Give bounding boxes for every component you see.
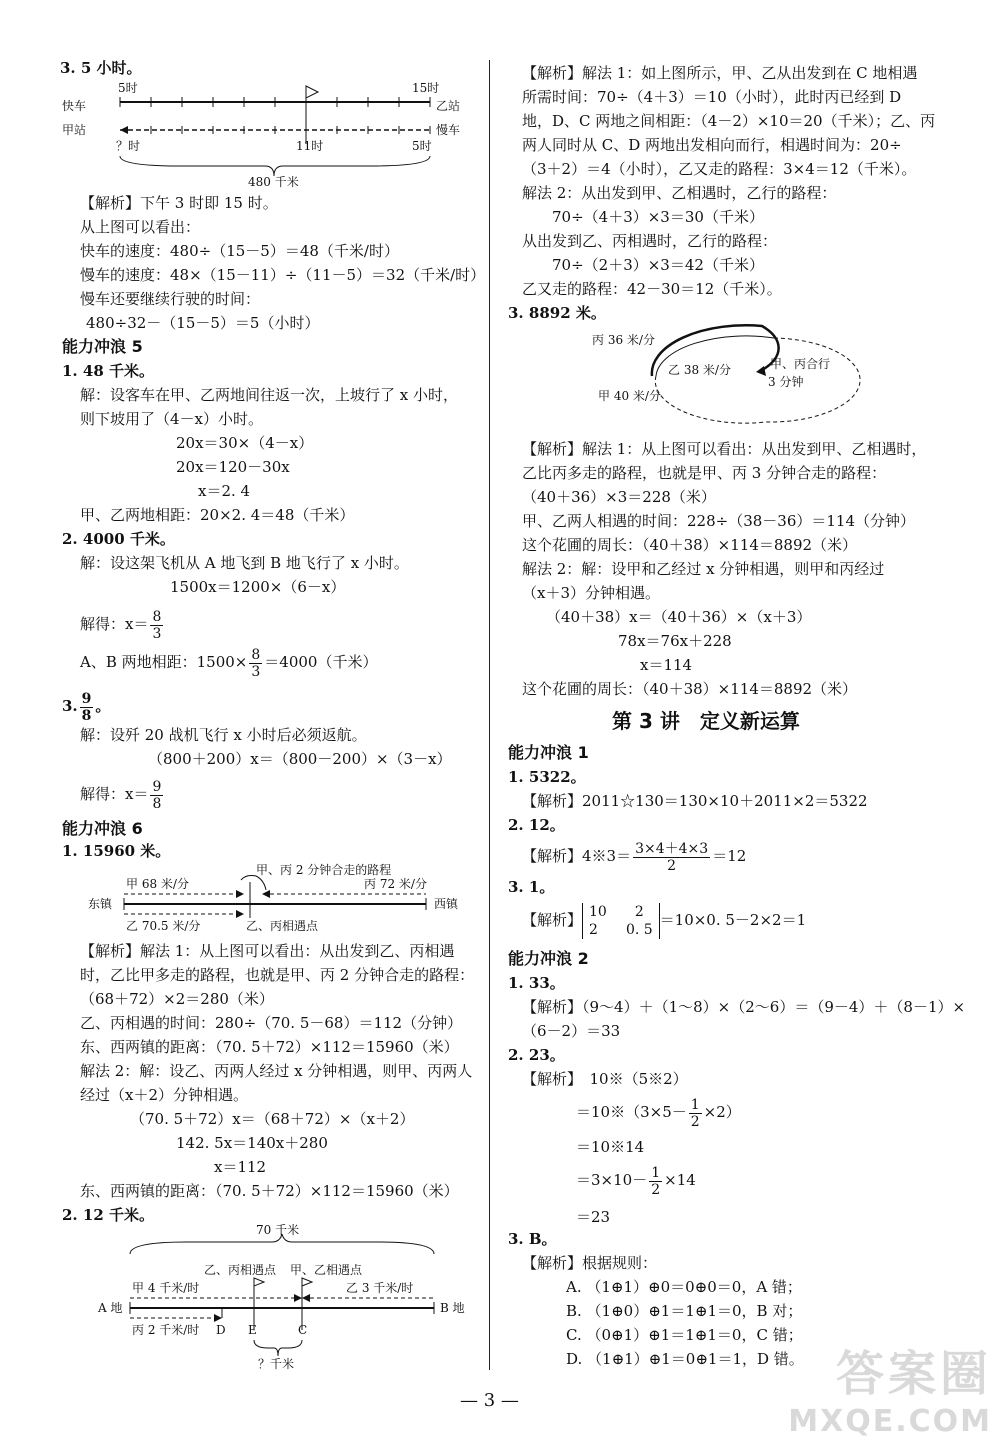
r-s2-15: C. （0⊕1）⊕1＝1⊕1＝0，C 错；	[566, 1326, 803, 1344]
r-s2-13: A. （1⊕1）⊕0＝0⊕0＝0，A 错；	[566, 1278, 802, 1296]
section-5-heading: 能力冲浪 5	[62, 337, 143, 356]
s5-q1-2: 则下坡用了（4－x）小时。	[80, 410, 264, 428]
s5-q2-solve-label: 解得：x＝	[80, 615, 149, 633]
r-s2-14: B. （1⊕0）⊕1＝1⊕1＝0，B 对；	[566, 1302, 803, 1320]
label-q-hour: ？时	[116, 139, 141, 153]
r-s2-8-row	[576, 1160, 696, 1200]
fraction-9-8: $\frac{9}{8}$	[152, 778, 162, 812]
r-s2-5-row	[576, 1092, 741, 1132]
label-jia-bing-2min: 甲、丙 2 分钟合走的路程	[256, 863, 392, 877]
r1-9: 乙又走的路程：42－30＝12（千米）。	[522, 280, 782, 298]
s6-q2-header: 2. 12 千米。	[62, 1206, 154, 1224]
q3-analysis-1: 【解析】下午 3 时即 15 时。	[80, 194, 278, 212]
chapter-title: 第 3 讲 定义新运算	[612, 709, 800, 733]
r-section-2-heading: 能力冲浪 2	[508, 949, 589, 968]
r-s1-0: 1. 5322。	[508, 768, 586, 786]
s5-q1-3: 20x＝30×（4－x）	[176, 434, 314, 452]
s5-q3-2: 解：设歼 20 战机飞行 x 小时后必须返航。	[80, 726, 367, 744]
s5-q2-dist-result: ＝4000（千米）	[264, 653, 378, 671]
label-a-place: A 地	[98, 1301, 123, 1315]
s6-q1-3: 乙、丙相遇的时间：280÷（70. 5－68）＝112（分钟）	[80, 1014, 463, 1032]
watermark-logo: 答案圈	[835, 1346, 992, 1402]
label-c: C	[298, 1323, 308, 1337]
r-s1-5: 3. 1。	[508, 878, 555, 896]
r-s2-0: 1. 33。	[508, 974, 565, 992]
r-q3-1: 乙比丙多走的路程，也就是甲、丙 3 分钟合走的路程：	[522, 464, 887, 482]
r-q3-header: 3. 8892 米。	[508, 304, 606, 322]
section-6-heading: 能力冲浪 6	[62, 819, 143, 838]
ab-diagram	[96, 1224, 476, 1372]
r-q3-8: 78x＝76x＋228	[618, 632, 732, 650]
r1-5: 解法 2：从出发到甲、乙相遇时，乙行的路程：	[522, 184, 837, 202]
r-s2-2: （6－2）＝33	[522, 1022, 621, 1040]
label-yi-station: 乙站	[436, 99, 461, 113]
r-s2-11: 3. B。	[508, 1230, 557, 1248]
r-s1-3-row	[522, 836, 746, 876]
s5-q2-distance	[80, 642, 377, 682]
r-s2-1: 【解析】（9～4）＋（1～8）×（2～6）＝（9－4）＋（8－1）×	[522, 998, 966, 1016]
r-s2-4: 【解析】 10※（5※2）	[522, 1070, 688, 1088]
label-slow-train: 慢车	[436, 123, 461, 137]
s5-q3-num: 3.	[62, 697, 78, 715]
label-jia-bing-together: 甲、丙合行	[770, 357, 831, 371]
r1-3: 两人同时从 C、D 两地出发相向而行，相遇时间为：20÷	[522, 136, 902, 154]
label-yi-bing-meet: 乙、丙相遇点	[246, 919, 319, 933]
label-b-place: B 地	[440, 1301, 465, 1315]
page-number: — 3 —	[460, 1390, 519, 1411]
r1-2: 地，D、C 两地之间相距：（4－2）×10＝20（千米）；乙、丙	[522, 112, 936, 130]
r-s2-8-end: ×14	[664, 1171, 696, 1189]
fraction-1-2: $\frac{1}{2}$	[651, 1164, 661, 1198]
r-s2-10: ＝23	[576, 1208, 611, 1226]
s5-q1-4: 20x＝120－30x	[176, 458, 290, 476]
s6-q1-5: 解法 2：解：设乙、丙两人经过 x 分钟相遇，则甲、丙两人	[80, 1062, 473, 1080]
label-jia-40: 甲 40 米/分	[598, 389, 661, 403]
r-s2-5-end: ×2）	[703, 1103, 741, 1121]
r-q3-6: （x＋3）分钟相遇。	[522, 584, 661, 602]
q3-analysis-3: 快车的速度：480÷（15－5）＝48（千米/时）	[80, 242, 399, 260]
fraction-8-3: $\frac{8}{3}$	[152, 608, 162, 642]
fraction-9-8: $\frac{9}{8}$	[81, 690, 92, 724]
label-yi-70-5: 乙 70.5 米/分	[126, 919, 201, 933]
s5-q3-solve	[80, 774, 165, 814]
q3-analysis-6: 480÷32－（15－5）＝5（小时）	[86, 314, 320, 332]
label-yi-bing-meet2: 乙、丙相遇点	[204, 1263, 277, 1277]
s6-q1-8: 142. 5x＝140x＋280	[176, 1134, 328, 1152]
label-70km: 70 千米	[256, 1224, 300, 1237]
s5-q1-1: 解：设客车在甲、乙两地间往返一次，上坡行了 x 小时，	[80, 386, 458, 404]
s6-q1-9: x＝112	[214, 1158, 267, 1176]
r-s1-3-label: 【解析】4※3＝	[522, 847, 632, 865]
label-11h: 11时	[296, 139, 324, 153]
column-divider	[489, 60, 490, 1370]
label-west-town: 西镇	[434, 897, 459, 911]
label-e: E	[248, 1323, 257, 1337]
label-3min: 3 分钟	[768, 375, 804, 389]
r-q3-0: 【解析】解法 1：从上图可以看出：从出发到甲、乙相遇时，	[522, 440, 927, 458]
label-yi-3kmh: 乙 3 千米/时	[346, 1281, 414, 1295]
r-s1-1: 【解析】2011☆130＝130×10＋2011×2＝5322	[522, 792, 868, 810]
r-q3-7: （40＋38）x＝（40＋36）×（x＋3）	[546, 608, 812, 626]
label-q-km: ？千米	[258, 1357, 295, 1371]
r-s2-7: ＝10※14	[576, 1138, 645, 1156]
r-s2-16: D. （1⊕1）⊕1＝0⊕1＝1，D 错。	[566, 1350, 804, 1368]
s5-q2-dist-label: A、B 两地相距：1500×	[80, 653, 248, 671]
s5-q3-header	[62, 686, 110, 726]
s6-q1-1: 时，乙比甲多走的路程，也就是甲、丙 2 分钟合走的路程：	[80, 966, 475, 984]
r-s2-5-label: ＝10※（3×5－	[576, 1103, 687, 1121]
r-s1-6-row	[522, 900, 806, 940]
s5-q2-0: 2. 4000 千米。	[62, 530, 175, 548]
s5-q1-0: 1. 48 千米。	[62, 362, 154, 380]
s6-q1-6: 经过（x＋2）分钟相遇。	[80, 1086, 249, 1104]
watermark-url: MXQE.COM	[788, 1404, 992, 1439]
s5-q3-3: （800＋200）x＝（800－200）×（3－x）	[148, 750, 452, 768]
s5-q1-6: 甲、乙两地相距：20×2. 4＝48（千米）	[80, 506, 355, 524]
fraction-1-2: $\frac{1}{2}$	[690, 1096, 700, 1130]
determinant: 10 2 2 0. 5	[582, 903, 660, 939]
r-s1-6-result: ＝10×0. 5－2×2＝1	[659, 911, 807, 929]
watermark	[788, 1335, 992, 1439]
r-s2-3: 2. 23。	[508, 1046, 565, 1064]
s5-q2-2: 1500x＝1200×（6－x）	[170, 578, 346, 596]
label-5h: 5时	[118, 81, 138, 95]
q3-analysis-2: 从上图可以看出：	[80, 218, 201, 236]
r1-1: 所需时间：70÷（4＋3）＝10（小时），此时丙已经到 D	[522, 88, 902, 106]
r1-7: 从出发到乙、丙相遇时，乙行的路程：	[522, 232, 778, 250]
s6-q1-7: （70. 5＋72）x＝（68＋72）×（x＋2）	[130, 1110, 415, 1128]
r-s1-2: 2. 12。	[508, 816, 565, 834]
label-yi-38: 乙 38 米/分	[668, 363, 731, 377]
q3-analysis-4: 慢车的速度：48×（15－11）÷（11－5）＝32（千米/时）	[80, 266, 486, 284]
fraction-8-3: $\frac{8}{3}$	[251, 646, 261, 680]
r-s2-8-label: ＝3×10－	[576, 1171, 648, 1189]
label-fast-train: 快车	[62, 99, 87, 113]
q3-analysis-5: 慢车还要继续行驶的时间：	[80, 290, 261, 308]
r-section-1-heading: 能力冲浪 1	[508, 743, 589, 762]
label-jia-4kmh: 甲 4 千米/时	[132, 1281, 200, 1295]
label-bing-2kmh: 丙 2 千米/时	[132, 1323, 200, 1337]
r-q3-3: 甲、乙两人相遇的时间：228÷（38－36）＝114（分钟）	[522, 512, 916, 530]
s5-q1-5: x＝2. 4	[198, 482, 251, 500]
s6-q1-4: 东、西两镇的距离：（70. 5＋72）×112＝15960（米）	[80, 1038, 459, 1056]
r1-8: 70÷（2＋3）×3＝42（千米）	[552, 256, 764, 274]
label-jia-68: 甲 68 米/分	[126, 877, 189, 891]
r1-6: 70÷（4＋3）×3＝30（千米）	[552, 208, 764, 226]
s6-q1-10: 东、西两镇的距离：（70. 5＋72）×112＝15960（米）	[80, 1182, 459, 1200]
r-q3-2: （40＋36）×3＝228（米）	[522, 488, 716, 506]
label-15h: 15时	[412, 81, 440, 95]
q3-header: 3. 5 小时。	[60, 59, 142, 77]
label-d: D	[216, 1323, 226, 1337]
s5-q2-solve	[80, 604, 165, 644]
s5-q3-end: 。	[95, 697, 111, 715]
train-diagram	[60, 78, 480, 190]
r-q3-4: 这个花圃的周长：（40＋38）×114＝8892（米）	[522, 536, 858, 554]
label-bing-36: 丙 36 米/分	[592, 333, 655, 347]
r-s2-12: 【解析】根据规则：	[522, 1254, 658, 1272]
r-q3-9: x＝114	[640, 656, 693, 674]
s6-q1-0: 【解析】解法 1：从上图可以看出：从出发到乙、丙相遇	[80, 942, 455, 960]
circle-diagram	[590, 324, 910, 436]
label-jia-station: 甲站	[62, 123, 87, 137]
fraction-3x4: $\frac{3\times 4+4\times 3}{2}$	[635, 840, 709, 874]
r-s1-6-label: 【解析】	[522, 911, 583, 929]
r-s1-3-result: ＝12	[712, 847, 747, 865]
label-jia-yi-meet: 甲、乙相遇点	[290, 1263, 363, 1277]
label-5h-slow: 5时	[412, 139, 432, 153]
s6-q1-header: 1. 15960 米。	[62, 842, 171, 860]
r1-4: （3＋2）＝4（小时），乙又走的路程：3×4＝12（千米）。	[522, 160, 917, 178]
s5-q2-1: 解：设这架飞机从 A 地飞到 B 地飞行了 x 小时。	[80, 554, 409, 572]
r-q3-5: 解法 2：解：设甲和乙经过 x 分钟相遇，则甲和丙经过	[522, 560, 885, 578]
s5-q3-solve-label: 解得：x＝	[80, 785, 149, 803]
label-480km: 480 千米	[248, 175, 299, 189]
label-east-town: 东镇	[88, 897, 113, 911]
label-bing-72: 丙 72 米/分	[364, 877, 427, 891]
r-q3-10: 这个花圃的周长：（40＋38）×114＝8892（米）	[522, 680, 858, 698]
s6-q1-2: （68＋72）×2＝280（米）	[80, 990, 274, 1008]
east-west-diagram	[86, 862, 476, 934]
r1-0: 【解析】解法 1：如上图所示，甲、乙从出发到在 C 地相遇	[522, 64, 918, 82]
